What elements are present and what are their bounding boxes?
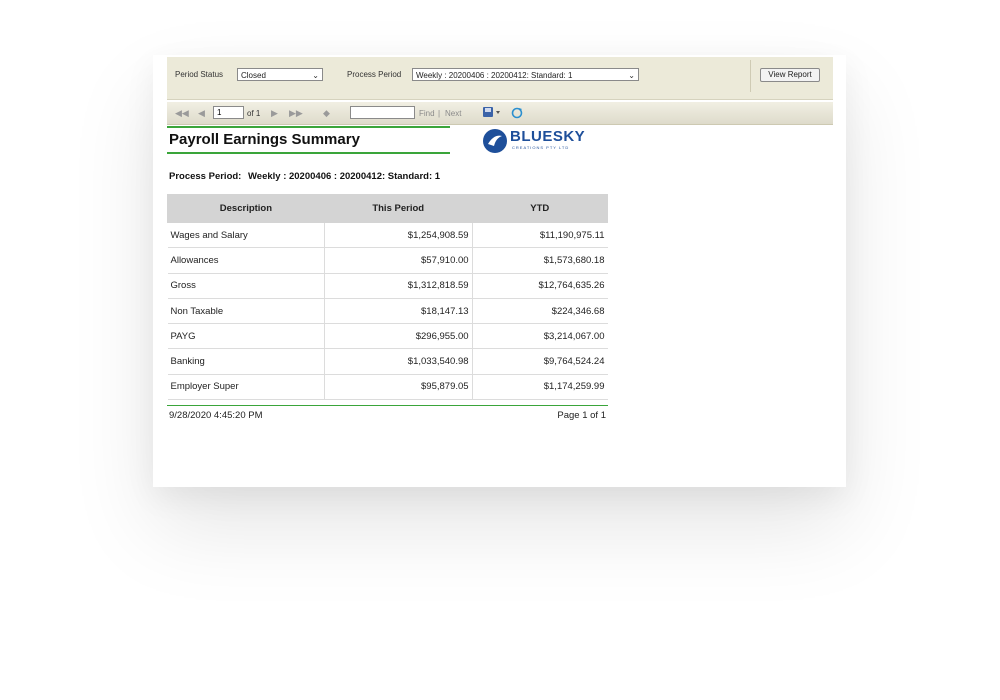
process-period-value: Weekly : 20200406 : 20200412: Standard: 1 (416, 71, 573, 80)
table-row (168, 298, 608, 323)
table-row (168, 324, 608, 349)
row-ytd: $1,174,259.99 (472, 374, 607, 399)
parameter-divider (750, 60, 751, 92)
first-page-icon[interactable]: ◀◀ (175, 108, 189, 118)
row-description: Banking (168, 349, 325, 374)
row-this-period: $18,147.13 (324, 298, 472, 323)
table-header-row (168, 195, 608, 223)
row-this-period: $296,955.00 (324, 324, 472, 349)
back-icon[interactable]: ◆ (323, 108, 330, 118)
row-description: PAYG (168, 324, 325, 349)
logo-name: BLUESKY (510, 128, 586, 145)
find-separator: | (438, 109, 441, 118)
find-input[interactable] (350, 106, 415, 119)
row-this-period: $1,254,908.59 (324, 223, 472, 248)
row-description: Employer Super (168, 374, 325, 399)
process-period-heading-value: Weekly : 20200406 : 20200412: Standard: 1 (247, 171, 441, 182)
table-row (168, 349, 608, 374)
row-ytd: $3,214,067.00 (472, 324, 607, 349)
footer-page-number: Page 1 of 1 (557, 410, 606, 421)
row-ytd: $1,573,680.18 (472, 248, 607, 273)
footer-rule (167, 405, 608, 406)
process-period-heading-label: Process Period: (169, 171, 242, 182)
table-row (168, 248, 608, 273)
page-count-text: of 1 (247, 109, 261, 118)
view-report-button[interactable]: View Report (760, 68, 820, 82)
page-number-input[interactable]: 1 (213, 106, 244, 119)
table-row (168, 374, 608, 399)
column-header-description: Description (168, 195, 325, 223)
chevron-down-icon: ⌄ (628, 71, 635, 80)
row-this-period: $95,879.05 (324, 374, 472, 399)
table-row (168, 223, 608, 248)
bluesky-logo (482, 127, 592, 155)
next-link[interactable]: Next (445, 109, 462, 118)
export-icon[interactable] (482, 105, 502, 124)
period-status-label: Period Status (175, 70, 224, 79)
chevron-down-icon: ⌄ (312, 71, 319, 80)
process-period-label: Process Period (347, 70, 402, 79)
earnings-summary-table (167, 194, 608, 400)
row-ytd: $11,190,975.11 (472, 223, 607, 248)
next-page-icon[interactable]: ▶ (271, 108, 278, 118)
period-status-value: Closed (241, 71, 266, 80)
row-ytd: $9,764,524.24 (472, 349, 607, 374)
row-description: Gross (168, 273, 325, 298)
refresh-icon[interactable] (511, 106, 523, 124)
row-description: Non Taxable (168, 298, 325, 323)
row-this-period: $1,312,818.59 (324, 273, 472, 298)
find-link[interactable]: Find (419, 109, 435, 118)
report-title: Payroll Earnings Summary (167, 126, 450, 154)
previous-page-icon[interactable]: ◀ (198, 108, 205, 118)
row-ytd: $224,346.68 (472, 298, 607, 323)
row-ytd: $12,764,635.26 (472, 273, 607, 298)
logo-tagline: CREATIONS PTY LTD (512, 145, 570, 150)
table-row (168, 273, 608, 298)
period-status-select[interactable] (237, 68, 323, 81)
process-period-select[interactable] (412, 68, 639, 81)
column-header-ytd: YTD (472, 195, 607, 223)
row-description: Allowances (168, 248, 325, 273)
bluesky-logo-mark-icon (482, 128, 508, 154)
row-this-period: $1,033,540.98 (324, 349, 472, 374)
row-this-period: $57,910.00 (324, 248, 472, 273)
process-period-heading (169, 171, 440, 182)
column-header-this-period: This Period (324, 195, 472, 223)
last-page-icon[interactable]: ▶▶ (289, 108, 303, 118)
row-description: Wages and Salary (168, 223, 325, 248)
footer-timestamp: 9/28/2020 4:45:20 PM (169, 410, 263, 421)
